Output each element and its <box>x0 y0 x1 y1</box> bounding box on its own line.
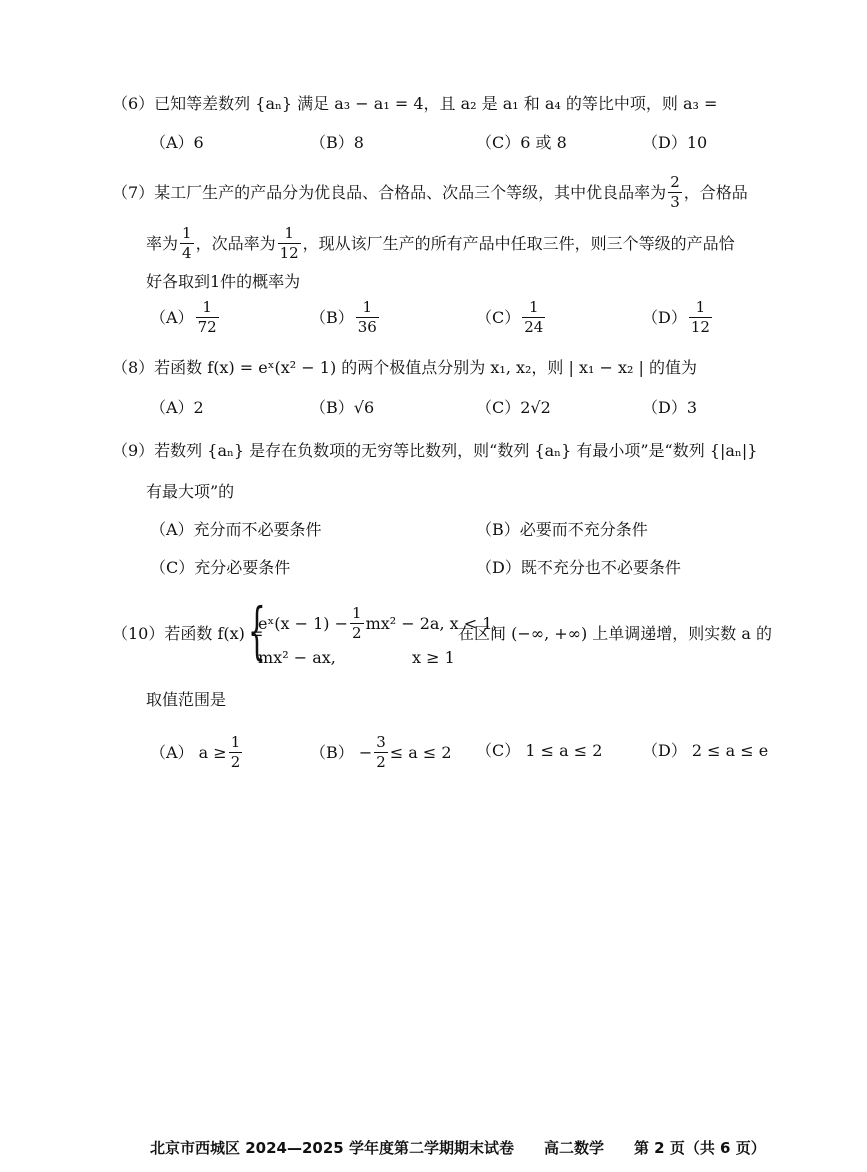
option-text: （A） a ≥ <box>150 742 227 762</box>
fraction-denominator: 4 <box>182 244 192 262</box>
fraction-numerator: 1 <box>182 224 192 242</box>
option-text-tail: ≤ a ≤ 2 <box>389 742 452 762</box>
option-fraction <box>196 300 219 335</box>
q8-option-c: （C）2√2 <box>476 398 551 417</box>
fraction-denominator: 2 <box>376 753 386 771</box>
q6-option-c: （C）6 或 8 <box>476 133 567 152</box>
q9-option-d: （D）既不充分也不必要条件 <box>476 558 681 577</box>
q7-line2-suffix: ，现从该厂生产的所有产品中任取三件，则三个等级的产品恰 <box>302 233 735 253</box>
option-fraction <box>689 300 712 335</box>
option-label: （D） <box>642 307 687 327</box>
fraction-numerator: 1 <box>230 733 241 751</box>
q7-fraction-excellent-rate <box>668 175 682 210</box>
option-label: （B） <box>310 307 354 327</box>
q10-option-d: （D） 2 ≤ a ≤ e <box>642 741 769 760</box>
fraction-numerator: 1 <box>529 298 539 316</box>
q7-line3: 好各取到1件的概率为 <box>146 272 301 291</box>
piecewise-brace: { <box>248 594 266 667</box>
q10-case1-tail: mx² − 2a, x < 1, <box>365 613 498 633</box>
fraction-numerator: 2 <box>670 173 680 191</box>
q7-line1-suffix: ，合格品 <box>683 182 748 202</box>
option-label: （C） <box>476 307 521 327</box>
fraction-denominator: 3 <box>670 193 680 211</box>
q6-option-a: （A）6 <box>150 133 204 152</box>
q10-case1-fraction <box>350 606 364 641</box>
q7-line1-text: （7）某工厂生产的产品分为优良品、合格品、次品三个等级，其中优良品率为 <box>112 182 667 202</box>
q10-option-b <box>310 735 452 770</box>
fraction-numerator: 1 <box>362 298 373 316</box>
fraction-denominator: 2 <box>352 624 362 642</box>
page-footer: 北京市西城区 2024—2025 学年度第二学期期末试卷 高二数学 第 2 页（共 6 页） <box>150 1139 766 1157</box>
q6-stem: （6）已知等差数列 {aₙ} 满足 a₃ − a₁ = 4，且 a₂ 是 a₁ 和 a₄ 的等比中项，则 a₃ = <box>112 94 718 113</box>
option-fraction <box>356 300 379 335</box>
q7-line2-prefix: 率为 <box>146 233 179 253</box>
q10-case1-expr: eˣ(x − 1) − <box>258 613 349 633</box>
fraction-denominator: 2 <box>230 753 241 771</box>
q9-option-c: （C）充分必要条件 <box>150 558 291 577</box>
q7-fraction-defect-rate <box>278 226 301 261</box>
q9-option-a: （A）充分而不必要条件 <box>150 520 322 539</box>
q9-option-b: （B）必要而不充分条件 <box>476 520 648 539</box>
q9-line1: （9）若数列 {aₙ} 是存在负数项的无穷等比数列，则“数列 {aₙ} 有最小项”是“数列 {|aₙ|} <box>112 441 758 460</box>
fraction-numerator: 1 <box>284 224 294 242</box>
q7-option-b <box>310 300 381 335</box>
option-fraction <box>229 735 243 770</box>
q7-option-c <box>476 300 547 335</box>
q7-line2 <box>146 226 735 261</box>
q10-case2-expr: mx² − ax, <box>258 648 336 667</box>
q10-line2: 取值范围是 <box>146 690 227 709</box>
fraction-denominator: 24 <box>524 318 544 336</box>
q7-fraction-qualified-rate <box>180 226 194 261</box>
fraction-denominator: 72 <box>197 318 217 336</box>
q7-option-a <box>150 300 221 335</box>
option-label: （A） <box>150 307 194 327</box>
fraction-denominator: 36 <box>357 318 377 336</box>
q10-case2-condition: x ≥ 1 <box>412 648 455 667</box>
fraction-numerator: 1 <box>202 298 212 316</box>
fraction-denominator: 12 <box>279 244 299 262</box>
q8-option-a: （A）2 <box>150 398 204 417</box>
fraction-numerator: 1 <box>352 604 362 622</box>
fraction-numerator: 3 <box>376 733 386 751</box>
q7-line1 <box>112 175 748 210</box>
option-fraction <box>522 300 545 335</box>
q7-option-d <box>642 300 714 335</box>
fraction-denominator: 12 <box>690 318 710 336</box>
q10-option-a <box>150 735 244 770</box>
q10-suffix: 在区间 (−∞, +∞) 上单调递增，则实数 a 的 <box>458 624 773 643</box>
q10-option-c: （C） 1 ≤ a ≤ 2 <box>476 741 603 760</box>
q8-option-d: （D）3 <box>642 398 698 417</box>
q8-option-b: （B）√6 <box>310 398 375 417</box>
q9-line2: 有最大项”的 <box>146 482 235 501</box>
q6-option-d: （D）10 <box>642 133 708 152</box>
q8-stem: （8）若函数 f(x) = eˣ(x² − 1) 的两个极值点分别为 x₁, x₂，则 | x₁ − x₂ | 的值为 <box>112 358 698 377</box>
option-text: （B） − <box>310 742 373 762</box>
q6-option-b: （B）8 <box>310 133 364 152</box>
q7-line2-middle: ，次品率为 <box>195 233 276 253</box>
fraction-numerator: 1 <box>695 298 706 316</box>
option-fraction <box>374 735 388 770</box>
q10-prefix: （10）若函数 f(x) = <box>112 624 264 643</box>
